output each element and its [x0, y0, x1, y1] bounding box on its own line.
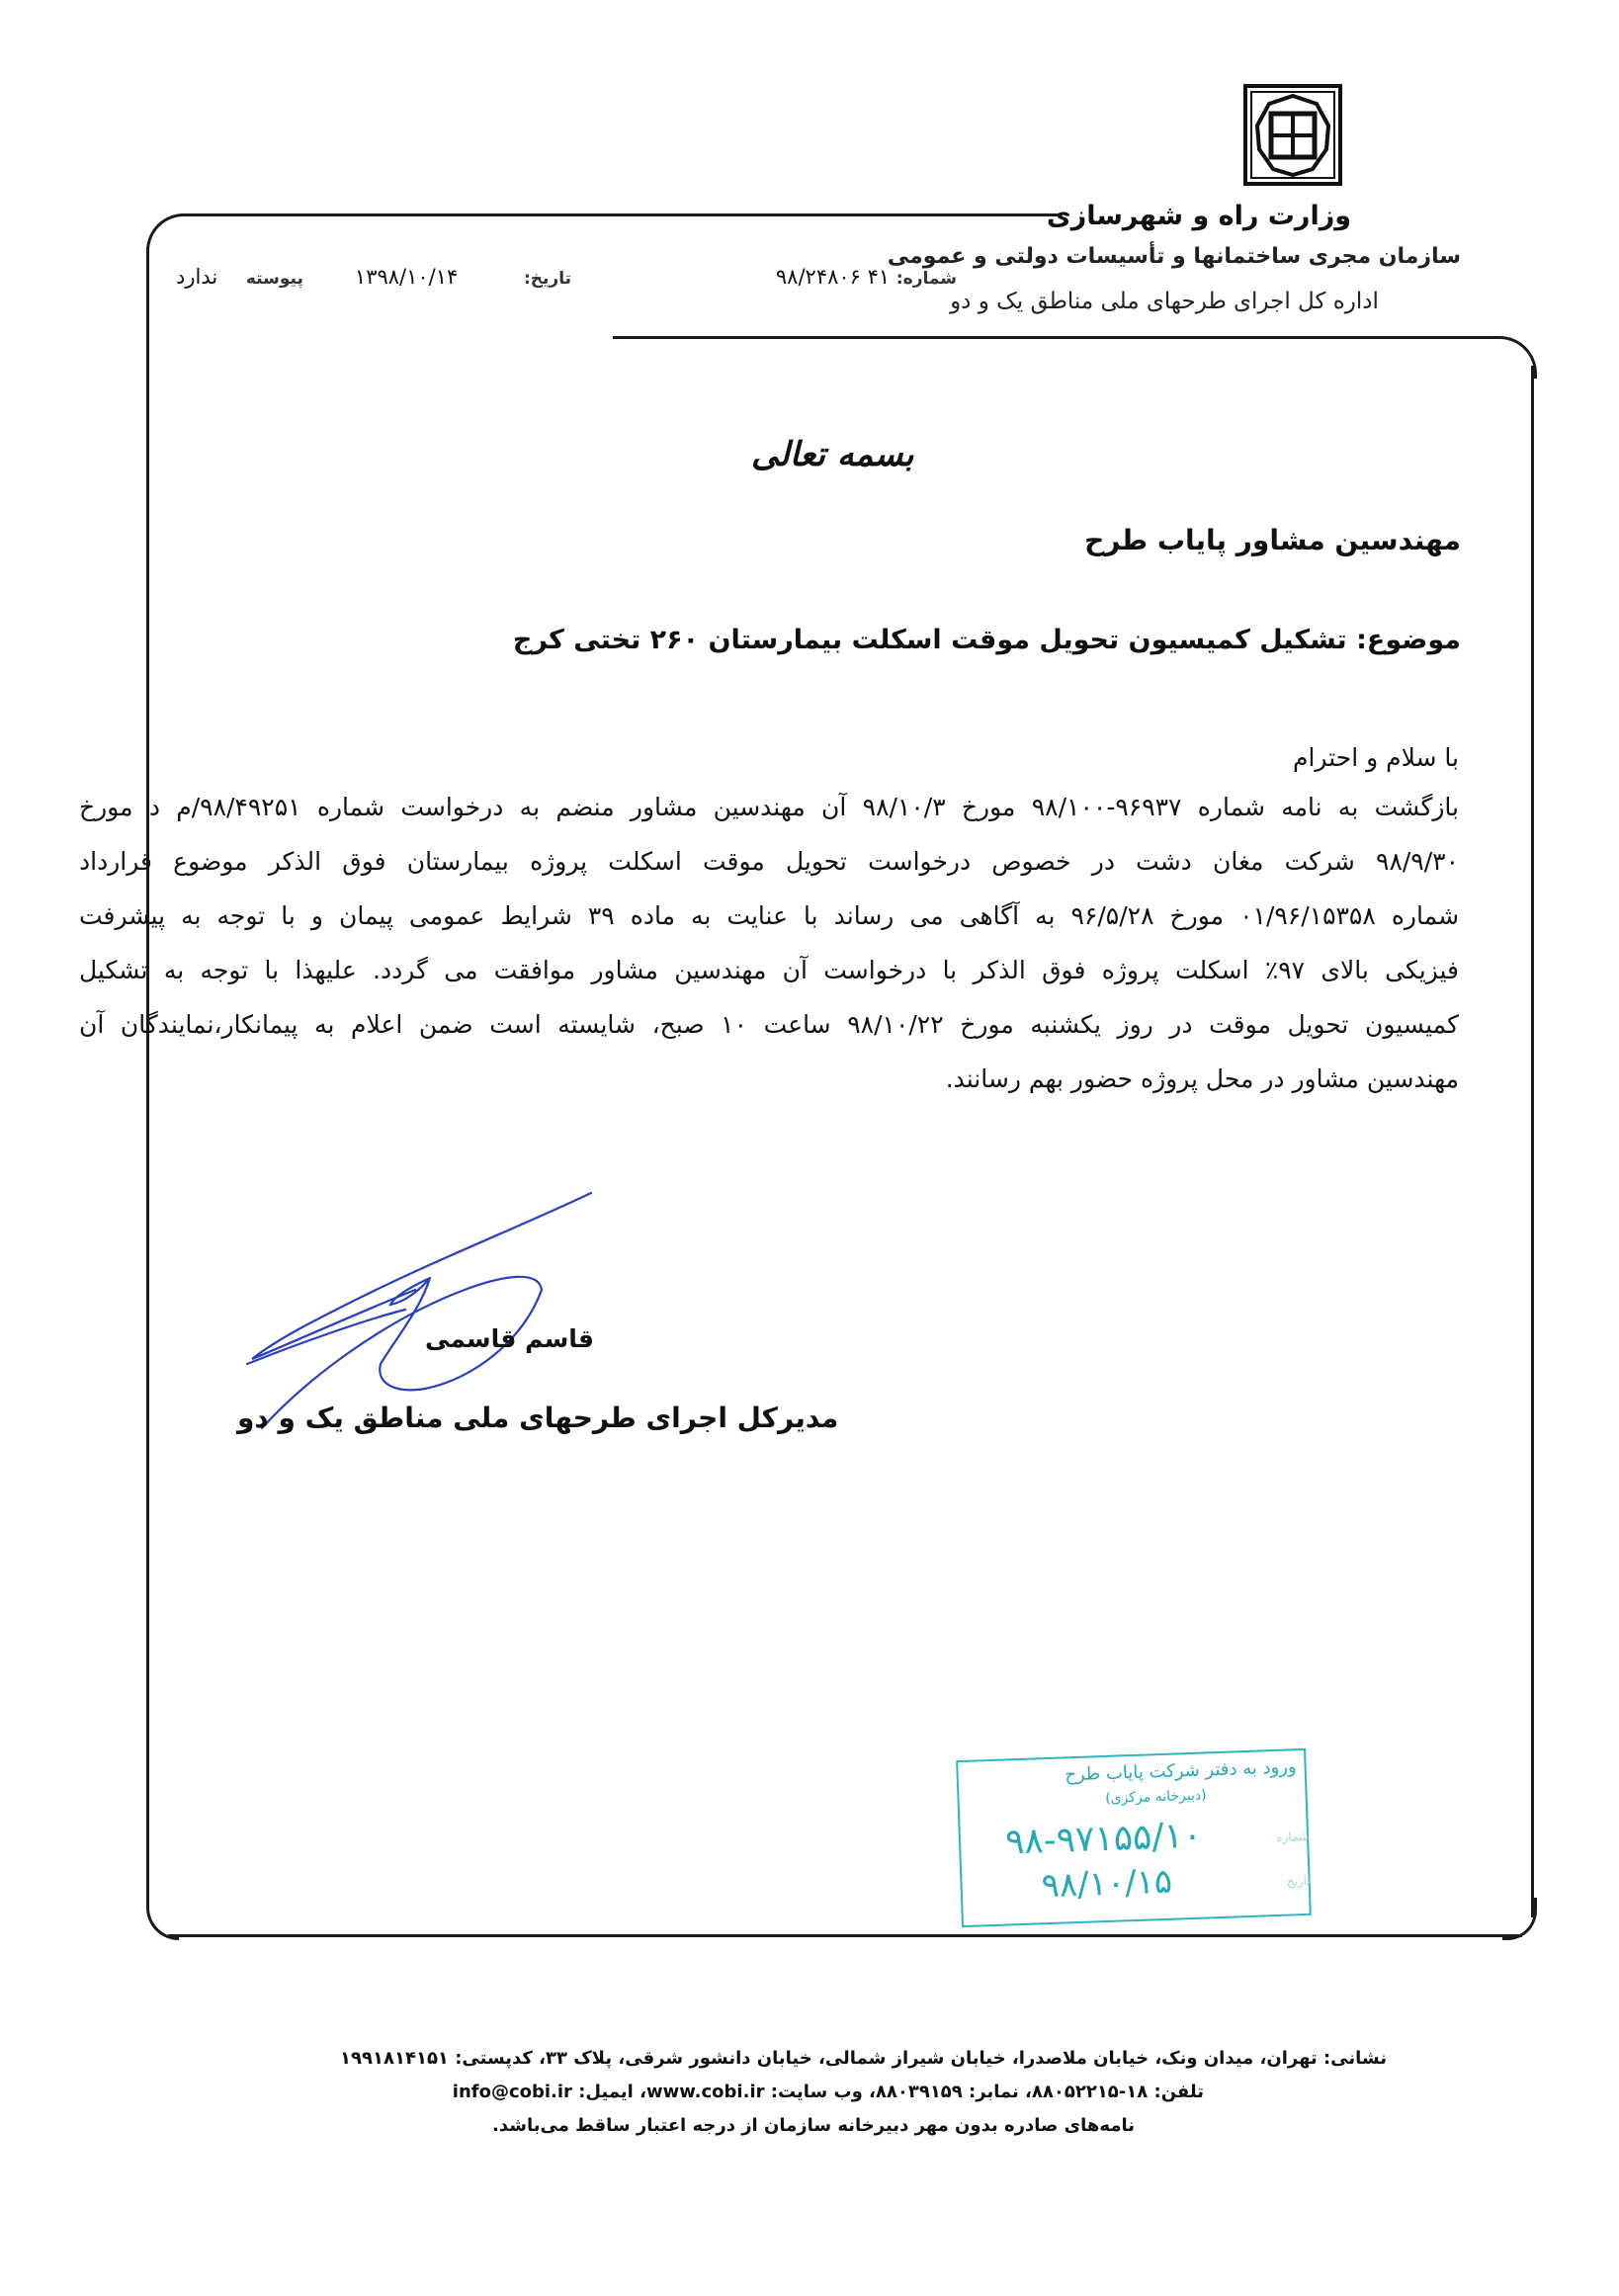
stamp-number-label: شماره	[1276, 1828, 1310, 1844]
receipt-stamp	[956, 1748, 1312, 1927]
frame-bottom-border	[168, 1934, 1522, 1937]
letter-attachment	[176, 265, 303, 289]
body-paragraph-line: ۹۸/۹/۳۰ شرکت مغان دشت در خصوص درخواست تحویل موقت اسکلت پروژه بیمارستان فوق الذکر موضوع قرارداد	[79, 847, 1459, 876]
signer-title: مدیرکل اجرای طرحهای ملی مناطق یک و دو	[237, 1402, 839, 1434]
letter-date-label: تاریخ:	[524, 269, 571, 289]
stamp-date-label: تاریخ	[1286, 1873, 1311, 1889]
footer-address: نشانی: تهران، میدان ونک، خیابان ملاصدرا، خیابان شیراز شمالی، خیابان دانشور شرقی، پلاک ۳۳، کدپستی: ۱۹۹۱۸۱۴۱۵۱	[340, 2048, 1387, 2069]
attachment-label: پیوسته	[245, 269, 303, 289]
frame-bottom-right-corner	[1502, 1898, 1537, 1940]
frame-top-border	[146, 213, 1059, 256]
attachment-value: ندارد	[176, 265, 218, 289]
frame-right-border	[1531, 366, 1534, 1917]
body-paragraph-line: کمیسیون تحویل موقت در روز یکشنبه مورخ ۹۸/۱۰/۲۲ ساعت ۱۰ صبح، شایسته است ضمن اعلام به پیمانکار،نمایندگان آن	[79, 1010, 1459, 1039]
body-paragraph-line: شماره ۰۱/۹۶/۱۵۳۵۸ مورخ ۹۶/۵/۲۸ به آگاهی می رساند با عنایت به ماده ۳۹ شرایط عمومی پیمان و با توجه به پیشرفت	[79, 901, 1460, 930]
ministry-emblem-icon	[1243, 84, 1342, 186]
footer-validity-note: نامه‌های صادره بدون مهر دبیرخانه سازمان از درجه اعتبار ساقط می‌باشد.	[492, 2115, 1135, 2136]
letter-number-value: ۴۱ ۹۸/۲۴۸۰۶	[775, 265, 891, 289]
department-name: اداره کل اجرای طرحهای ملی مناطق یک و دو	[950, 289, 1379, 314]
body-paragraph-line: مهندسین مشاور در محل پروژه حضور بهم رسانند.	[945, 1064, 1459, 1093]
greeting: با سلام و احترام	[1293, 743, 1459, 772]
organization-name: سازمان مجری ساختمانها و تأسیسات دولتی و عمومی	[887, 244, 1461, 269]
stamp-secretariat: (دبیرخانه مرکزی)	[1104, 1787, 1207, 1807]
recipient: مهندسین مشاور پایاب طرح	[1084, 524, 1461, 556]
bismillah-heading: بسمه تعالی	[751, 435, 914, 474]
body-paragraph-line: بازگشت به نامه شماره ۹۶۹۳۷-۹۸/۱۰۰ مورخ ۹۸/۱۰/۳ آن مهندسین مشاور منضم به درخواست شماره ۹۸/۴۹۲۵۱/م د مورخ	[79, 793, 1459, 821]
stamp-company: ورود به دفتر شرکت پایاب طرح	[1064, 1756, 1297, 1786]
stamp-date: ۹۸/۱۰/۱۵	[1040, 1861, 1173, 1907]
letter-date	[355, 265, 571, 289]
letter-number-label: شماره:	[895, 269, 957, 289]
frame-left-border	[146, 247, 179, 1940]
subject-line: موضوع: تشکیل کمیسیون تحویل موقت اسکلت بیمارستان ۲۶۰ تختی کرج	[512, 625, 1461, 655]
letter-number	[776, 265, 957, 289]
letter-date-value: ۱۳۹۸/۱۰/۱۴	[354, 265, 459, 289]
stamp-number: ۹۸-۹۷۱۵۵/۱۰	[1004, 1815, 1203, 1863]
signer-name: قاسم قاسمی	[425, 1324, 595, 1353]
ministry-name: وزارت راه و شهرسازی	[1046, 201, 1352, 231]
footer-contact: تلفن: ۱۸-۸۸۰۵۲۲۱۵، نمابر: ۸۸۰۳۹۱۵۹، وب سایت: www.cobi.ir، ایمیل: info@cobi.ir	[452, 2082, 1204, 2102]
body-paragraph-line: فیزیکی بالای ۹۷٪ اسکلت پروژه فوق الذکر با درخواست آن مهندسین مشاور موافقت می گردد. علیهذا با توجه به تشکیل	[79, 956, 1460, 984]
frame-top-right-border	[613, 336, 1537, 379]
